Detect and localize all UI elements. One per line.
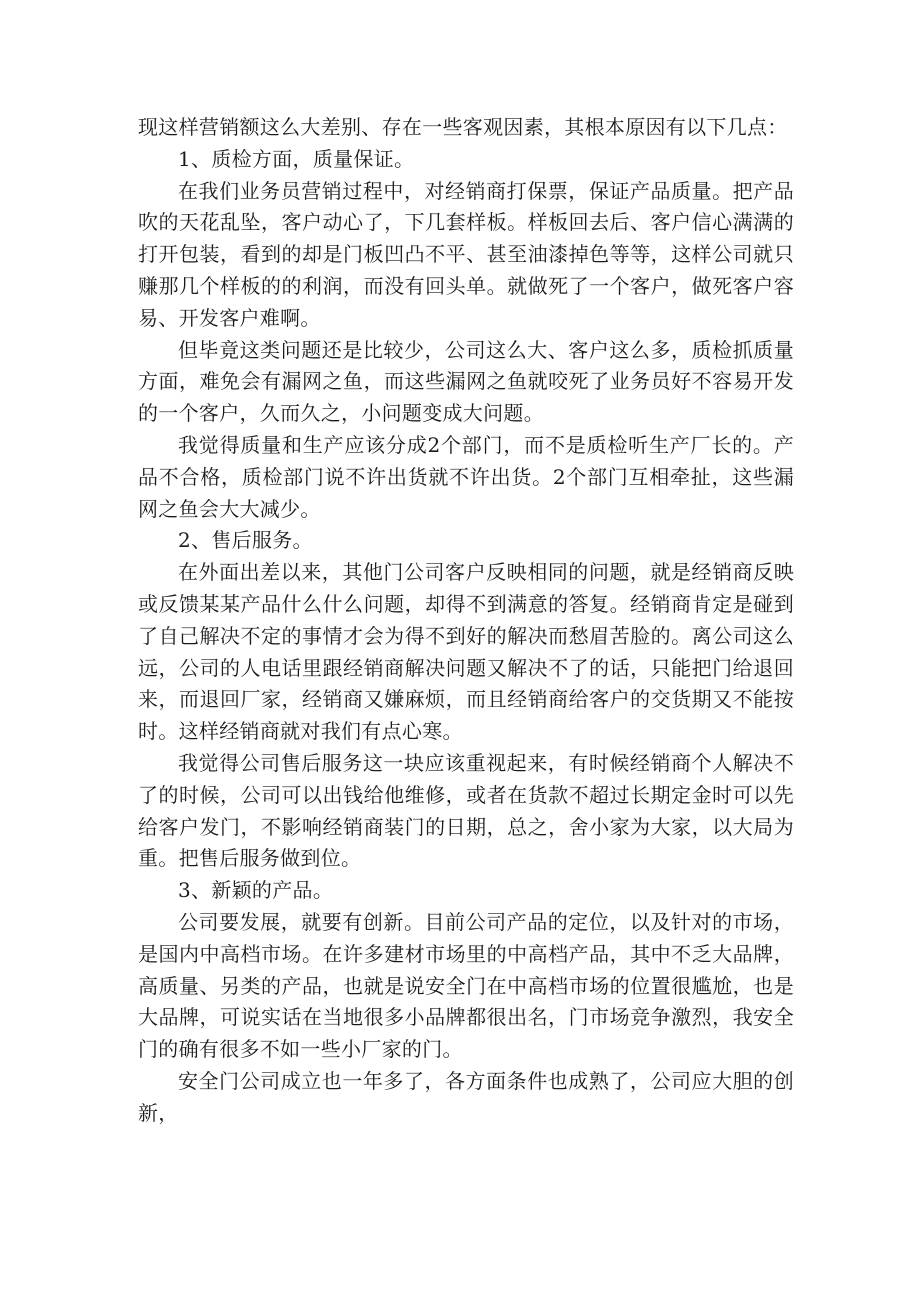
paragraph-innovation-conclusion: 安全门公司成立也一年多了，各方面条件也成熟了，公司应大胆的创新， — [138, 1068, 794, 1125]
paragraph-after-sales-problems: 在外面出差以来，其他门公司客户反映相同的问题，就是经销商反映或反馈某某产品什么什么问题，却得不到满意的答复。经销商肯定是碰到了自己解决不定的事情才会为得不到好的解决而愁眉苦脸的。离公司这么远，公司的人电话里跟经销商解决问题又解决不了的话，只能把门给退回来，而退回厂家，经销商又嫌麻烦，而且经销商给客户的交货期又不能按时。这样经销商就对我们有点心寒。 — [138, 560, 794, 744]
paragraph-quality-issues: 但毕竟这类问题还是比较少，公司这么大、客户这么多，质检抓质量方面，难免会有漏网之鱼，而这些漏网之鱼就咬死了业务员好不容易开发的一个客户，久而久之，小问题变成大问题。 — [138, 337, 794, 426]
heading-new-products: 3、新颖的产品。 — [178, 878, 334, 903]
paragraph-quality-suggestion: 我觉得质量和生产应该分成2个部门，而不是质检听生产厂长的。产品不合格，质检部门说不许出货就不许出货。2个部门互相牵扯，这些漏网之鱼会大大减少。 — [138, 432, 794, 521]
paragraph-after-sales-suggestion: 我觉得公司售后服务这一块应该重视起来，有时候经销商个人解决不了的时候，公司可以出钱给他维修，或者在货款不超过长期定金时可以先给客户发门，不影响经销商装门的日期，总之，舍小家为大家，以大局为重。把售后服务做到位。 — [138, 750, 794, 871]
document-body — [138, 112, 794, 1130]
paragraph-innovation-market: 公司要发展，就要有创新。目前公司产品的定位，以及针对的市场，是国内中高档市场。在许多建材市场里的中高档产品，其中不乏大品牌，高质量、另类的产品，也就是说安全门在中高档市场的位置很尴尬，也是大品牌，可说实话在当地很多小品牌都很出名，门市场竞争激烈，我安全门的确有很多不如一些小厂家的门。 — [138, 909, 794, 1062]
paragraph-intro: 现这样营销额这么大差别、存在一些客观因素，其根本原因有以下几点： — [138, 115, 788, 139]
heading-after-sales-service: 2、售后服务。 — [178, 528, 313, 553]
paragraph-sales-process: 在我们业务员营销过程中，对经销商打保票，保证产品质量。把产品吹的天花乱坠，客户动心了，下几套样板。样板回去后、客户信心满满的打开包装，看到的却是门板凹凸不平、甚至油漆掉色等等，这样公司就只赚那几个样板的的利润，而没有回头单。就做死了一个客户，做死客户容易、开发客户难啊。 — [138, 178, 794, 330]
heading-quality-inspection: 1、质检方面，质量保证。 — [178, 146, 415, 171]
